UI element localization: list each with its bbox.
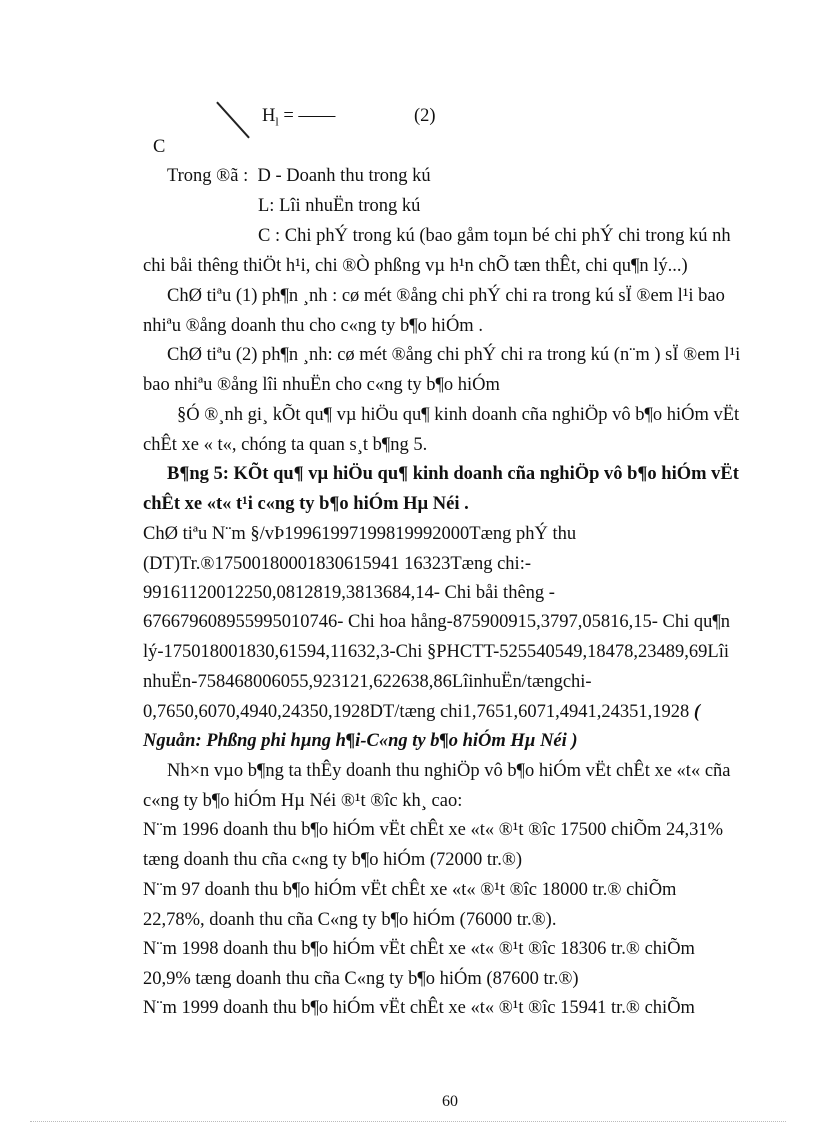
table-text-line2: (DT)Tr.®17500180001830615941 16323Tæng chi:-	[143, 554, 531, 574]
footer-divider	[30, 1121, 786, 1122]
definition-c-line1: C : Chi phÝ trong kú (bao gåm toµn bé chi phÝ chi trong kú nh	[258, 226, 731, 246]
analysis-intro-line1: Nh×n vµo b¶ng ta thÊy doanh thu nghiÖp vô b¶o hiÓm vËt chÊt xe «t« cña	[167, 761, 731, 781]
paragraph-1-line1: ChØ tiªu (1) ph¶n ¸nh : cø mét ®ång chi phÝ chi ra trong kú sÏ ®em l¹i bao	[167, 286, 725, 306]
paragraph-1-line2: nhiªu ®ång doanh thu cho c«ng ty b¶o hiÓm .	[143, 316, 483, 336]
table-text-line5: lý-175018001830,61594,11632,3-Chi §PHCTT-525540549,18478,23489,69Lîi	[143, 642, 730, 662]
table-text-line3: 99161120012250,0812819,3813684,14- Chi båi thêng -	[143, 583, 555, 603]
table-text-line4: 676679608955995010746- Chi hoa hång-875900915,3797,05816,15- Chi qu¶n	[143, 612, 730, 632]
analysis-1996-line2: tæng doanh thu cña c«ng ty b¶o hiÓm (72000 tr.®)	[143, 850, 523, 870]
paragraph-3-line1: §Ó ®¸nh gi¸ kÕt qu¶ vµ hiÖu qu¶ kinh doanh cña nghiÖp vô b¶o hiÓm vËt	[177, 405, 740, 425]
formula-denominator: C	[153, 137, 166, 157]
formula-number: (2)	[414, 106, 436, 126]
analysis-1997-line1: N¨m 97 doanh thu b¶o hiÓm vËt chÊt xe «t« ®¹t ®îc 18000 tr.® chiÕm	[143, 880, 677, 900]
analysis-1997-line2: 22,78%, doanh thu cña C«ng ty b¶o hiÓm (76000 tr.®).	[143, 910, 557, 930]
table-caption-line1: B¶ng 5: KÕt qu¶ vµ hiÖu qu¶ kinh doanh cña nghiÖp vô b¶o hiÓm vËt	[167, 464, 739, 484]
table-caption-line2: chÊt xe «t« t¹i c«ng ty b¶o hiÓm Hµ Néi .	[143, 494, 469, 514]
formula-fraction-slash	[216, 101, 250, 138]
formula-lhs: $H_l$ = ——	[262, 106, 336, 129]
paragraph-2-line2: bao nhiªu ®ång lîi nhuËn cho c«ng ty b¶o hiÓm	[143, 375, 500, 395]
analysis-1999-line1: N¨m 1999 doanh thu b¶o hiÓm vËt chÊt xe «t« ®¹t ®îc 15941 tr.® chiÕm	[143, 998, 695, 1018]
definition-c-line2: chi båi thêng thiÖt h¹i, chi ®Ò phßng vµ h¹n chÕ tæn thÊt, chi qu¶n lý...)	[143, 256, 688, 276]
definitions-intro: Trong ®ã : D - Doanh thu trong kú	[167, 166, 431, 186]
table-text-line1: ChØ tiªu N¨m §/vÞ19961997199819992000Tæng phÝ thu	[143, 524, 577, 544]
analysis-1996-line1: N¨m 1996 doanh thu b¶o hiÓm vËt chÊt xe «t« ®¹t ®îc 17500 chiÕm 24,31%	[143, 820, 724, 840]
paragraph-2-line1: ChØ tiªu (2) ph¶n ¸nh: cø mét ®ång chi phÝ chi ra trong kú (n¨m ) sÏ ®em l¹i	[167, 345, 741, 365]
paragraph-3-line2: chÊt xe « t«, chóng ta quan s¸t b¶ng 5.	[143, 435, 428, 455]
table-source: Nguån: Phßng phi hµng h¶i-C«ng ty b¶o hiÓm Hµ Néi )	[143, 731, 578, 751]
analysis-1998-line2: 20,9% tæng doanh thu cña C«ng ty b¶o hiÓm (87600 tr.®)	[143, 969, 579, 989]
analysis-intro-line2: c«ng ty b¶o hiÓm Hµ Néi ®¹t ®îc kh¸ cao:	[143, 791, 463, 811]
definition-l: L: Lîi nhuËn trong kú	[258, 196, 421, 216]
analysis-1998-line1: N¨m 1998 doanh thu b¶o hiÓm vËt chÊt xe «t« ®¹t ®îc 18306 tr.® chiÕm	[143, 939, 695, 959]
page-number: 60	[442, 1093, 458, 1110]
table-text-line7: 0,7650,6070,4940,24350,1928DT/tæng chi1,7651,6071,4941,24351,1928 (	[143, 702, 701, 722]
table-text-line6: nhuËn-758468006055,923121,622638,86LîinhuËn/tængchi-	[143, 672, 592, 692]
